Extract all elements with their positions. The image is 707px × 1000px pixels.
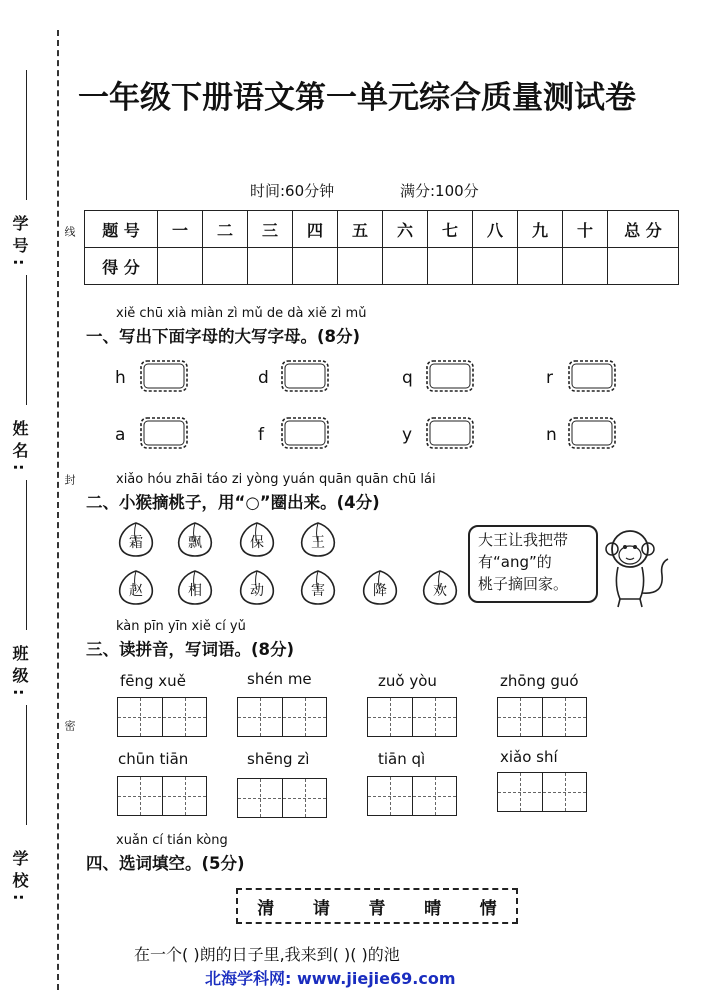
- choice-char: 晴: [424, 898, 442, 919]
- score-header-cell: 四: [293, 211, 338, 248]
- binding-mark-mi: 密: [63, 720, 76, 731]
- letter-a: a: [115, 425, 126, 445]
- footer-watermark: 北海学科网: www.jiejie69.com: [205, 969, 456, 988]
- score-header-cell: 十: [563, 211, 608, 248]
- score-cell[interactable]: [383, 248, 428, 285]
- fill-blank-sentence[interactable]: 在一个( )朗的日子里,我来到( )( )的池: [134, 945, 400, 964]
- student-number-label: 学号:: [10, 215, 29, 272]
- word-pinyin: shén me: [247, 670, 312, 688]
- answer-box-h[interactable]: [138, 358, 190, 394]
- peach-shuang[interactable]: [116, 520, 156, 558]
- binding-mark-xian: 线: [63, 226, 76, 237]
- letter-q: q: [402, 368, 413, 388]
- q2-title: 二、小猴摘桃子，用“○”圈出来。(4分): [86, 493, 380, 512]
- full-score: 满分:100分: [400, 182, 479, 200]
- writing-grid[interactable]: [367, 776, 457, 816]
- answer-box-a[interactable]: [138, 415, 190, 451]
- writing-grid[interactable]: [237, 778, 327, 818]
- peach-char: 欢: [433, 583, 447, 599]
- choice-char: 清: [257, 898, 275, 919]
- page-title: 一年级下册语文第一单元综合质量测试卷: [78, 80, 636, 116]
- score-cell[interactable]: [473, 248, 518, 285]
- choice-char: 情: [479, 898, 497, 919]
- score-header-cell: 九: [518, 211, 563, 248]
- score-cell[interactable]: [563, 248, 608, 285]
- score-cell[interactable]: [428, 248, 473, 285]
- bubble-line: 有“ang”的: [478, 553, 552, 571]
- letter-h: h: [115, 368, 126, 388]
- score-cell[interactable]: [518, 248, 563, 285]
- q4-title: 四、选词填空。(5分): [86, 854, 245, 873]
- score-cell[interactable]: [158, 248, 203, 285]
- score-row-label: 得 分: [85, 248, 158, 285]
- q4-pinyin: xuǎn cí tián kòng: [116, 833, 228, 848]
- word-pinyin: chūn tiān: [118, 750, 189, 768]
- peach-piao[interactable]: [175, 520, 215, 558]
- score-table: [84, 210, 679, 285]
- score-header-cell: 一: [158, 211, 203, 248]
- q2-pinyin: xiǎo hóu zhāi táo zi yòng yuán quān quān chū lái: [116, 472, 436, 487]
- answer-box-y[interactable]: [424, 415, 476, 451]
- peach-char: 王: [311, 535, 325, 551]
- speech-bubble: [468, 525, 598, 603]
- peach-char: 害: [311, 583, 325, 599]
- q3-title: 三、读拼音，写词语。(8分): [86, 640, 295, 659]
- peach-char: 相: [188, 583, 202, 599]
- score-header-cell: 六: [383, 211, 428, 248]
- score-header-cell: 五: [338, 211, 383, 248]
- q3-pinyin: kàn pīn yīn xiě cí yǔ: [116, 619, 246, 634]
- q1-title: 一、写出下面字母的大写字母。(8分): [86, 327, 361, 346]
- class-label: 班级:: [10, 645, 29, 702]
- word-pinyin: fēng xuě: [120, 672, 186, 690]
- letter-d: d: [258, 368, 269, 388]
- student-number-line: [26, 70, 27, 200]
- score-cell[interactable]: [293, 248, 338, 285]
- letter-y: y: [402, 425, 413, 445]
- score-header-cell: 总 分: [608, 211, 679, 248]
- peach-bao[interactable]: [237, 520, 277, 558]
- score-cell[interactable]: [608, 248, 679, 285]
- writing-grid[interactable]: [367, 697, 457, 737]
- peach-wang[interactable]: [298, 520, 338, 558]
- writing-grid[interactable]: [497, 772, 587, 812]
- score-header-cell: 八: [473, 211, 518, 248]
- writing-grid[interactable]: [237, 697, 327, 737]
- writing-grid[interactable]: [497, 697, 587, 737]
- peach-char: 霜: [129, 535, 143, 551]
- peach-char: 降: [373, 583, 387, 599]
- peach-xiang[interactable]: [175, 568, 215, 606]
- letter-f: f: [258, 425, 264, 445]
- monkey-icon: [602, 525, 674, 611]
- choice-char: 青: [368, 898, 386, 919]
- peach-zhao[interactable]: [116, 568, 156, 606]
- answer-box-f[interactable]: [279, 415, 331, 451]
- score-table-header-row: [85, 211, 679, 248]
- score-header-cell: 题 号: [85, 211, 158, 248]
- name-line-top: [26, 275, 27, 405]
- peach-jiang[interactable]: [360, 568, 400, 606]
- letter-r: r: [546, 368, 553, 388]
- peach-dong[interactable]: [237, 568, 277, 606]
- answer-box-r[interactable]: [566, 358, 618, 394]
- word-pinyin: shēng zì: [247, 750, 310, 768]
- class-line: [26, 705, 27, 825]
- word-pinyin: xiǎo shí: [500, 748, 558, 766]
- word-pinyin: zuǒ yòu: [378, 672, 437, 690]
- school-label: 学校:: [10, 850, 29, 907]
- score-cell[interactable]: [338, 248, 383, 285]
- peach-char: 赵: [129, 583, 143, 599]
- peach-huan[interactable]: [420, 568, 460, 606]
- score-cell[interactable]: [248, 248, 293, 285]
- letter-n: n: [546, 425, 557, 445]
- score-cell[interactable]: [203, 248, 248, 285]
- score-header-cell: 三: [248, 211, 293, 248]
- peach-char: 动: [250, 583, 264, 599]
- score-header-cell: 二: [203, 211, 248, 248]
- peach-char: 飘: [188, 535, 202, 551]
- word-pinyin: tiān qì: [378, 750, 426, 768]
- name-line: [26, 480, 27, 630]
- answer-box-n[interactable]: [566, 415, 618, 451]
- name-label: 姓名:: [10, 420, 29, 477]
- binding-mark-feng: 封: [63, 474, 76, 485]
- bubble-line: 桃子摘回家。: [478, 575, 569, 593]
- answer-box-d[interactable]: [279, 358, 331, 394]
- answer-box-q[interactable]: [424, 358, 476, 394]
- exam-time: 时间:60分钟: [250, 182, 335, 200]
- peach-char: 保: [250, 535, 264, 551]
- score-header-cell: 七: [428, 211, 473, 248]
- writing-grid[interactable]: [117, 776, 207, 816]
- bubble-line: 大王让我把带: [478, 531, 569, 549]
- binding-dashed-line: [57, 30, 59, 990]
- peach-hai[interactable]: [298, 568, 338, 606]
- choice-char: 请: [312, 898, 330, 919]
- q1-pinyin: xiě chū xià miàn zì mǔ de dà xiě zì mǔ: [116, 306, 367, 321]
- word-pinyin: zhōng guó: [500, 672, 579, 690]
- score-table-score-row: [85, 248, 679, 285]
- writing-grid[interactable]: [117, 697, 207, 737]
- word-choice-box: [236, 888, 518, 924]
